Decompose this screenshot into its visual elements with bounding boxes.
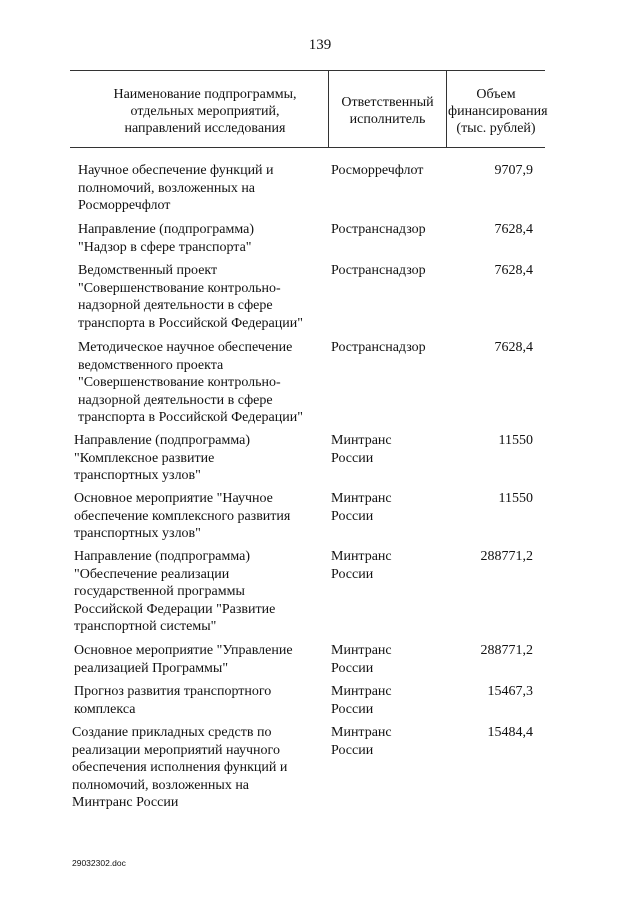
row-amount: 11550 (498, 433, 533, 448)
column-divider (446, 70, 447, 147)
row-amount: 7628,4 (494, 340, 533, 355)
header-executor: Ответственный исполнитель (341, 95, 434, 127)
footer-filename: 29032302.doc (72, 858, 126, 868)
row-amount: 288771,2 (480, 549, 533, 564)
row-name: Основное мероприятие "Научное обеспечение комплексного развития транспортных узлов" (74, 491, 291, 541)
row-name: Направление (подпрограмма) "Обеспечение реализации государственной программы Российской Федерации "Развитие транспортной системы" (74, 549, 276, 634)
row-executor: Минтранс России (331, 433, 392, 466)
row-amount: 15467,3 (487, 684, 533, 699)
page-number: 139 (308, 37, 332, 53)
row-executor: Минтранс России (331, 549, 392, 582)
row-executor: Минтранс России (331, 725, 392, 758)
row-name: Научное обеспечение функций и полномочий, возложенных на Росморречфлот (78, 163, 274, 213)
row-name: Прогноз развития транспортного комплекса (74, 684, 272, 717)
row-executor: Ространснадзор (331, 222, 426, 237)
row-executor: Ространснадзор (331, 263, 426, 278)
row-amount: 9707,9 (494, 163, 533, 178)
row-amount: 7628,4 (494, 263, 533, 278)
row-name: Создание прикладных средств по реализации мероприятий научного обеспечения исполнения функций и полномочий, возложенных на Минтранс России (72, 725, 288, 810)
header-amount: Объем финансирования (тыс. рублей) (448, 87, 548, 136)
column-divider (328, 70, 329, 147)
header-bottom-rule (70, 147, 545, 148)
row-name: Направление (подпрограмма) "Надзор в сфере транспорта" (78, 222, 254, 255)
row-amount: 7628,4 (494, 222, 533, 237)
row-executor: Минтранс России (331, 491, 392, 524)
row-executor: Росморречфлот (331, 163, 424, 178)
row-executor: Минтранс России (331, 643, 392, 676)
row-amount: 288771,2 (480, 643, 533, 658)
row-name: Ведомственный проект "Совершенствование контрольно- надзорной деятельности в сфере транспорта в Российской Федерации" (78, 263, 303, 331)
row-executor: Минтранс России (331, 684, 392, 717)
row-name: Направление (подпрограмма) "Комплексное развитие транспортных узлов" (74, 433, 250, 483)
row-executor: Ространснадзор (331, 340, 426, 355)
row-amount: 15484,4 (487, 725, 533, 740)
header-name: Наименование подпрограммы, отдельных мероприятий, направлений исследования (113, 87, 297, 136)
row-amount: 11550 (498, 491, 533, 506)
table-top-rule (70, 70, 545, 71)
row-name: Основное мероприятие "Управление реализацией Программы" (74, 643, 293, 676)
row-name: Методическое научное обеспечение ведомственного проекта "Совершенствование контрольно- надзорной деятельности в сфере транспорта в Российской Федерации" (78, 340, 303, 425)
